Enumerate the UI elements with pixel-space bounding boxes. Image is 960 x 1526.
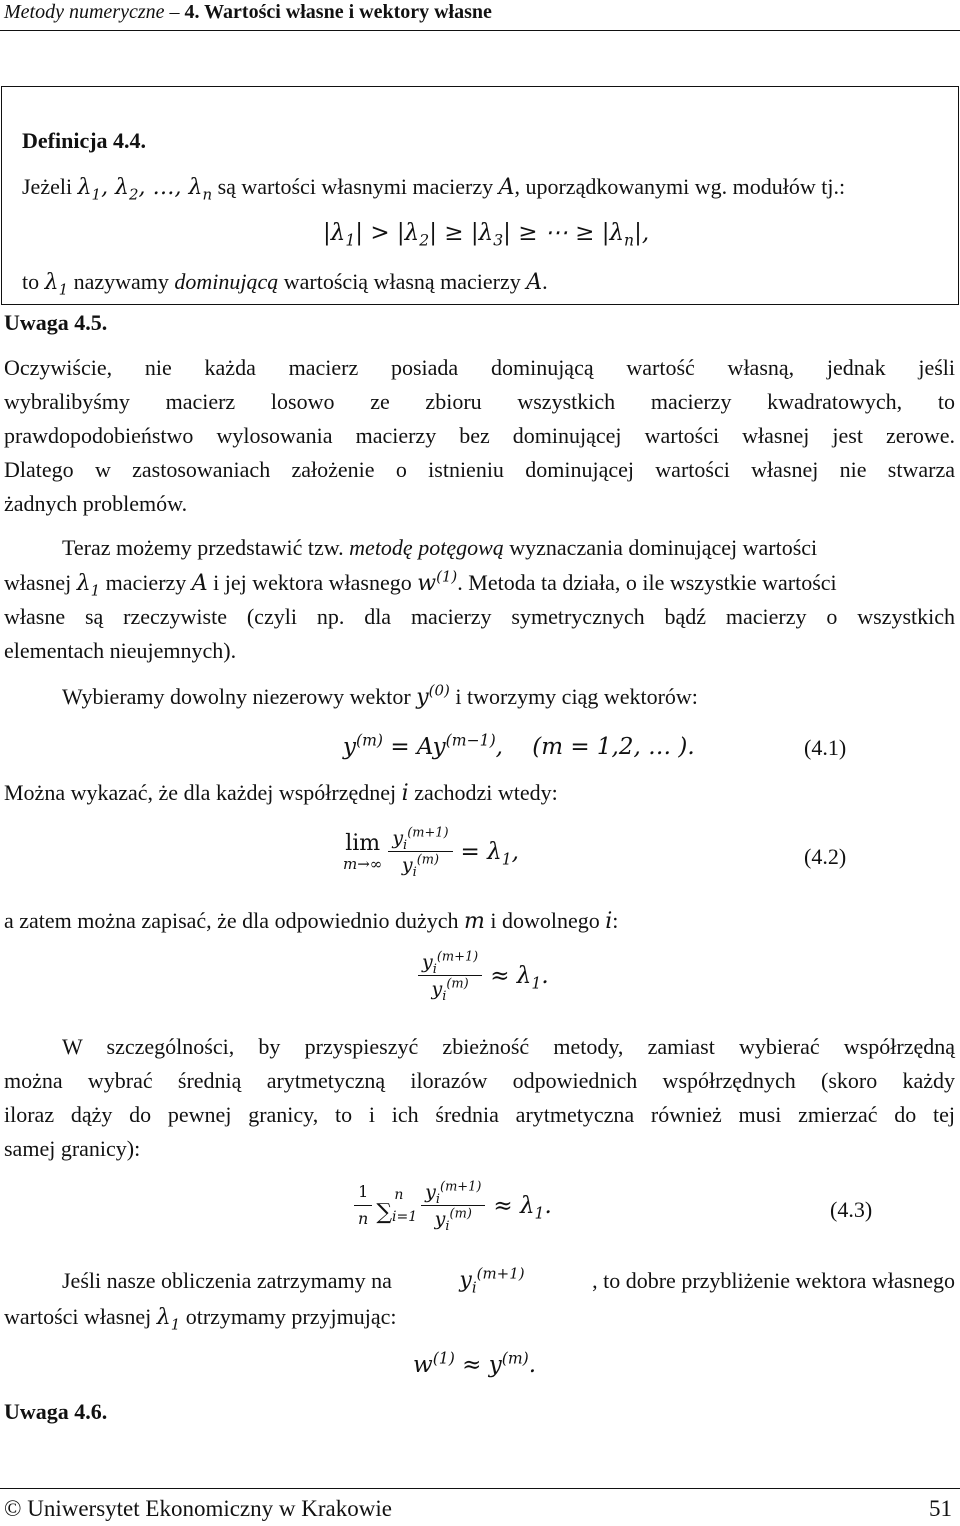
- header-course: Metody numeryczne: [4, 1, 165, 23]
- definition-line-3: to $\lambda_1$ nazywamy dominującą wartością własną macierzy A.: [22, 269, 548, 299]
- p2-line-3: własne są rzeczywiste (czyli np. dla macierzy symetrycznych bądź macierzy o wszystkich: [4, 604, 955, 629]
- p1-line-5: żadnych problemów.: [4, 491, 188, 516]
- p7-line-1: Jeśli nasze obliczenia zatrzymamy na $y_i^{(m+1)}$ , to dobre przybliżenie wektora własnego: [62, 1264, 955, 1297]
- p6-line-4: samej granicy):: [4, 1136, 141, 1161]
- footer-rule: [0, 1488, 960, 1489]
- p7-line-2: wartości własnej $\lambda_1$ otrzymamy przyjmując:: [4, 1304, 397, 1334]
- footer-page-number: 51: [929, 1496, 952, 1521]
- definition-line-1: Jeżeli $\lambda_1$, $\lambda_2$, …, $\lambda_n$ są wartości własnymi macierzy A, uporządkowanymi wg. modułów tj.:: [22, 174, 846, 204]
- p2-line-1: Teraz możemy przedstawić tzw. metodę potęgową wyznaczania dominującej wartości: [62, 535, 818, 560]
- p6-line-1: W szczególności, by przyspieszyć zbieżność metody, zamiast wybierać współrzędną: [62, 1034, 955, 1059]
- ratio-approx-formula: $\frac{y_i^{(m+1)}}{y_i^{(m)}}$ ≈ $\lambda_1$.: [418, 950, 549, 1001]
- p1-line-2: wybralibyśmy macierz losowo ze zbioru wszystkich macierzy kwadratowych, to: [4, 389, 955, 414]
- footer-copyright: © Uniwersytet Ekonomiczny w Krakowie: [4, 1496, 392, 1521]
- p3-line: Wybieramy dowolny niezerowy wektor $y^{(0)}$ i tworzymy ciąg wektorów:: [62, 681, 698, 710]
- p1-line-1: Oczywiście, nie każda macierz posiada dominującą wartość własną, jednak jeśli: [4, 355, 955, 380]
- final-approx-formula: $w^{(1)} \approx y^{(m)}$.: [413, 1348, 537, 1378]
- equation-4-3-label: (4.3): [830, 1197, 873, 1222]
- equation-4-3: $\frac{1}{n}$ n ∑ i=1 $\frac{y_i^{(m+1)}}{y_i^{(m)}}$ ≈ $\lambda_1$.: [354, 1180, 552, 1231]
- p4-line: Można wykazać, że dla każdej współrzędnej i zachodzi wtedy:: [4, 780, 558, 806]
- definition-title: Definicja 4.4.: [22, 128, 147, 153]
- equation-4-1-label: (4.1): [804, 735, 847, 760]
- p5-line: a zatem można zapisać, że dla odpowiednio dużych m i dowolnego i:: [4, 908, 619, 934]
- remark-46-title: Uwaga 4.6.: [4, 1399, 108, 1424]
- p1-line-3: prawdopodobieństwo wylosowania macierzy bez dominującej wartości własnej jest zerowe.: [4, 423, 955, 448]
- header-rule: [0, 30, 960, 31]
- p6-line-3: iloraz dąży do pewnej granicy, to i ich średnia arytmetyczna również musi zmierzać do tej: [4, 1102, 955, 1127]
- p1-line-4: Dlatego w zastosowaniach założenie o istnieniu dominującej wartości własnej nie stwarza: [4, 457, 955, 482]
- header-dash: –: [169, 1, 180, 23]
- equation-4-2: lim m→∞ $\frac{y_i^{(m+1)}}{y_i^{(m)}}$ = $\lambda_1$,: [343, 825, 519, 880]
- p2-line-4: elementach nieujemnych).: [4, 638, 237, 663]
- page-header: [4, 0, 492, 26]
- header-chapter: 4. Wartości własne i wektory własne: [184, 1, 492, 23]
- p2-line-2: własnej $\lambda_1$ macierzy A i jej wektora własnego $w^{(1)}$. Metoda ta działa, o ile wszystkie wartości: [4, 567, 837, 600]
- equation-4-1: $y^{(m)} = Ay^{(m-1)}$, (m = 1,2, … ).: [343, 730, 695, 760]
- ordering-formula: $|\lambda_1| > |\lambda_2| \ge |\lambda_3|$ ≥ ⋯ ≥ $|\lambda_n|$,: [323, 220, 650, 250]
- remark-45-title: Uwaga 4.5.: [4, 310, 108, 335]
- p6-line-2: można wybrać średnią arytmetyczną ilorazów odpowiednich współrzędnych (skoro każdy: [4, 1068, 955, 1093]
- equation-4-2-label: (4.2): [804, 844, 847, 869]
